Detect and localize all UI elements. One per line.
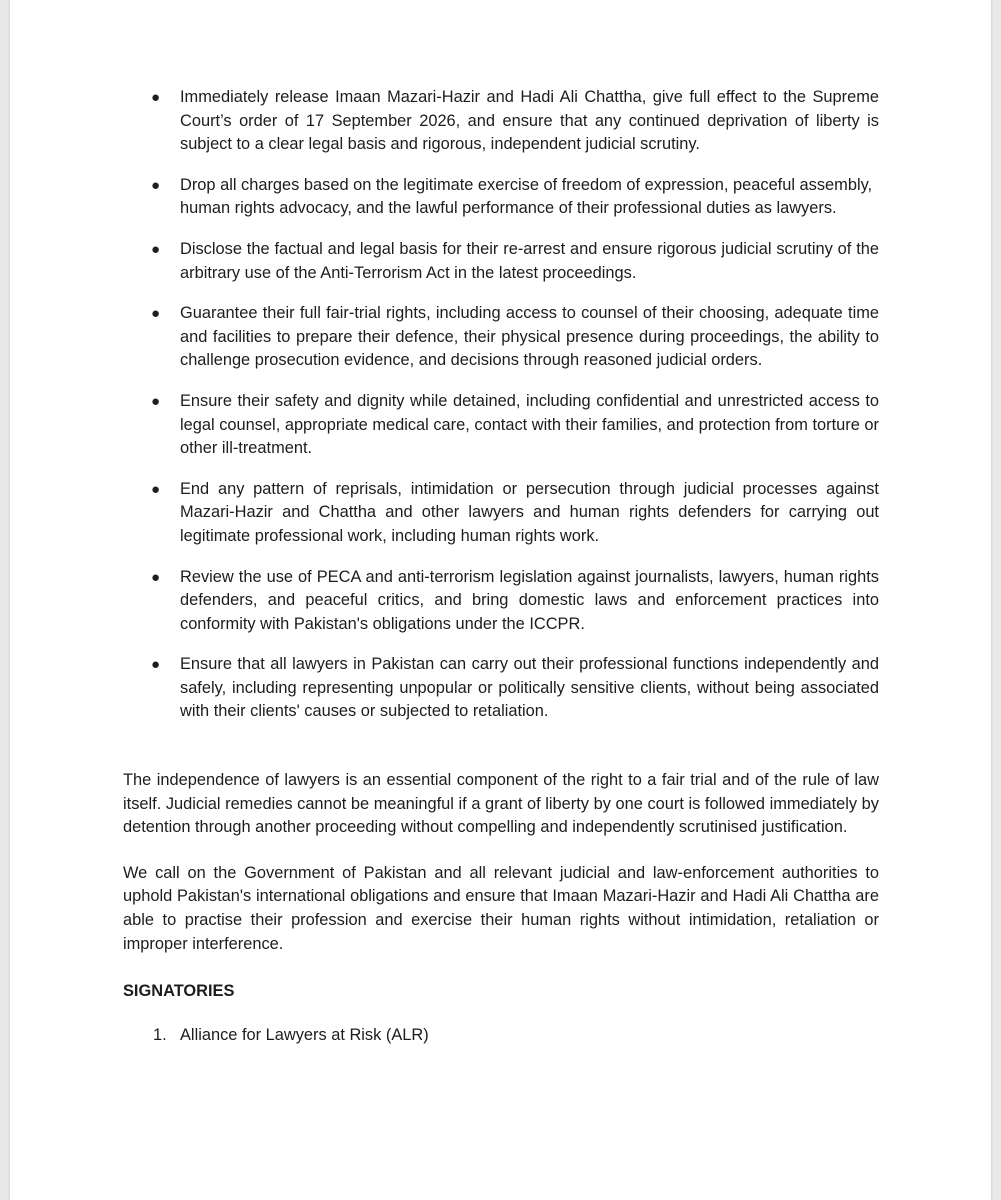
- demand-text: Ensure that all lawyers in Pakistan can carry out their professional functions independently and safely, including representing unpopular or politically sensitive clients, without being associated with their clients' causes or subjected to retaliation.: [180, 655, 879, 721]
- list-item: [123, 1024, 879, 1048]
- independence-paragraph: The independence of lawyers is an essential component of the right to a fair trial and of the rule of law itself. Judicial remedies cannot be meaningful if a grant of liberty by one court is followed immediately by detention through another proceeding without compelling and independently scrutinised justification.: [123, 771, 879, 837]
- demand-text: Immediately release Imaan Mazari-Hazir and Hadi Ali Chattha, give full effect to the Supreme Court’s order of 17 September 2026, and ensure that any continued deprivation of liberty is subject to a clear legal basis and rigorous, independent judicial scrutiny.: [180, 88, 879, 154]
- bullet-icon: ●: [151, 89, 161, 106]
- demand-text: Review the use of PECA and anti-terrorism legislation against journalists, lawyers, human rights defenders, and peaceful critics, and bring domestic laws and enforcement practices into conformity with Pakistan's obligations under the ICCPR.: [180, 567, 879, 633]
- bullet-icon: ●: [151, 176, 161, 194]
- list-item: [123, 174, 879, 221]
- signatory-number: 1.: [153, 1025, 167, 1044]
- document-page: [10, 0, 991, 1200]
- demands-list: [123, 86, 879, 724]
- bullet-icon: ●: [151, 392, 161, 410]
- demand-text: Drop all charges based on the legitimate exercise of freedom of expression, peaceful assembly, human rights advocacy, and the lawful performance of their professional duties as lawyers.: [180, 175, 873, 218]
- bullet-icon: ●: [151, 656, 161, 674]
- list-item: [123, 238, 879, 285]
- document-content: [123, 86, 879, 1047]
- demand-text: Disclose the factual and legal basis for their re-arrest and ensure rigorous judicial scrutiny of the arbitrary use of the Anti-Terrorism Act in the latest proceedings.: [180, 239, 879, 282]
- bullet-icon: ●: [151, 305, 161, 323]
- demand-text: End any pattern of reprisals, intimidation or persecution through judicial processes against Mazari-Hazir and Chattha and other lawyers and human rights defenders for carrying out legitimate professional work, including human rights work.: [180, 479, 879, 545]
- list-item: [123, 478, 879, 549]
- signatories-list: [123, 1024, 879, 1048]
- list-item: [123, 302, 879, 373]
- call-paragraph: We call on the Government of Pakistan and all relevant judicial and law-enforcement authorities to uphold Pakistan's international obligations and ensure that Imaan Mazari-Hazir and Hadi Ali Chattha are able to practise their profession and exercise their human rights without intimidation, retaliation or improper interference.: [123, 863, 879, 953]
- list-item: [123, 653, 879, 724]
- demand-text: Ensure their safety and dignity while detained, including confidential and unrestricted access to legal counsel, appropriate medical care, contact with their families, and protection from torture or other ill-treatment.: [180, 391, 879, 458]
- bullet-icon: ●: [151, 240, 161, 258]
- list-item: [123, 86, 879, 157]
- signatory-name: Alliance for Lawyers at Risk (ALR): [180, 1025, 429, 1044]
- bullet-icon: ●: [151, 480, 161, 498]
- bullet-icon: ●: [151, 568, 161, 586]
- list-item: [123, 390, 879, 461]
- list-item: [123, 566, 879, 637]
- signatories-heading: SIGNATORIES: [123, 982, 235, 1001]
- demand-text: Guarantee their full fair-trial rights, including access to counsel of their choosing, adequate time and facilities to prepare their defence, their physical presence during proceedings, the ability to challenge prosecution evidence, and decisions through reasoned judicial orders.: [180, 304, 879, 370]
